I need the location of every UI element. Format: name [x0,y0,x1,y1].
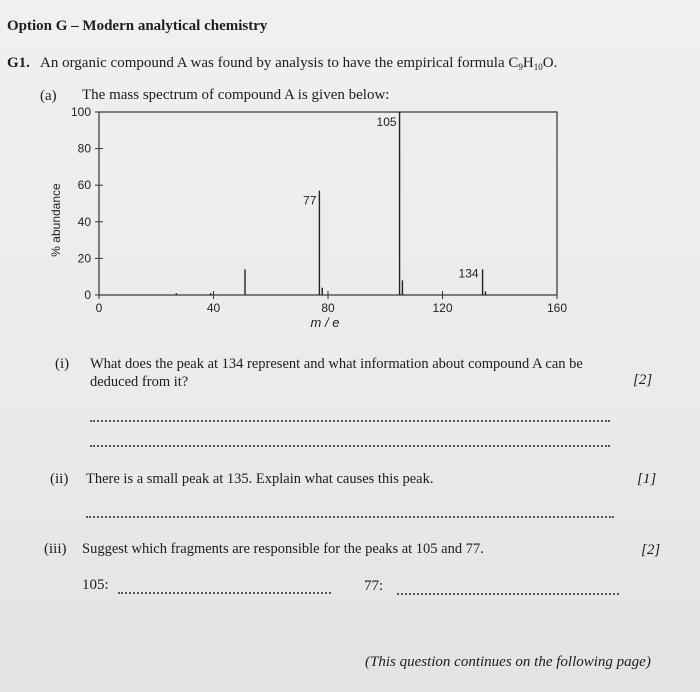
part-a-label: (a) [40,88,57,104]
answer-line [90,420,610,422]
sub-i-line1: What does the peak at 134 represent and what information about compound A can be [90,356,583,372]
sub-i-label: (i) [55,356,70,372]
x-tick-label: 80 [321,301,335,315]
y-tick-label: 60 [77,178,91,193]
question-intro-text: An organic compound A was found by analysis to have the empirical formula [40,55,509,71]
answer-105-label: 105: [82,577,109,593]
sub-i-line2: deduced from it? [90,374,189,390]
y-tick-label: 40 [77,214,91,229]
plot-frame [99,112,557,295]
answer-line [86,516,614,518]
peak-label: 134 [458,266,479,281]
sub-ii-marks: [1] [637,471,657,487]
x-tick-label: 120 [432,301,453,315]
x-tick-label: 160 [546,301,568,315]
sub-iii-label: (iii) [44,541,67,557]
peak-label: 105 [376,115,397,129]
y-tick-label: 80 [77,141,91,156]
sub-ii-text: There is a small peak at 135. Explain what causes this peak. [86,471,434,487]
y-axis-label: % abundance [49,183,63,257]
answer-77-line [397,593,619,595]
y-tick-label: 100 [70,105,91,119]
sub-ii-label: (ii) [50,471,69,487]
sub-iii-marks: [2] [641,542,661,558]
question-intro [40,55,557,72]
sub-iii-text: Suggest which fragments are responsible for the peaks at 105 and 77. [82,541,484,557]
answer-105-line [118,592,331,594]
y-tick-label: 20 [77,251,91,266]
footer-note: (This question continues on the following page) [365,654,651,670]
y-tick-label: 0 [84,288,91,302]
x-tick-label: 40 [206,301,221,315]
question-number: G1. [7,55,30,71]
peak-label: 77 [303,193,317,208]
sub-i-marks: [2] [633,372,653,388]
answer-line [90,445,610,447]
x-tick-label: 0 [95,301,103,315]
x-axis-label: m / e [310,315,340,330]
formula: $C_9H_{10}O$. [508,55,558,72]
answer-77-label: 77: [364,578,384,594]
part-a-text: The mass spectrum of compound A is given below: [82,87,390,103]
option-title: Option G – Modern analytical chemistry [7,18,268,34]
